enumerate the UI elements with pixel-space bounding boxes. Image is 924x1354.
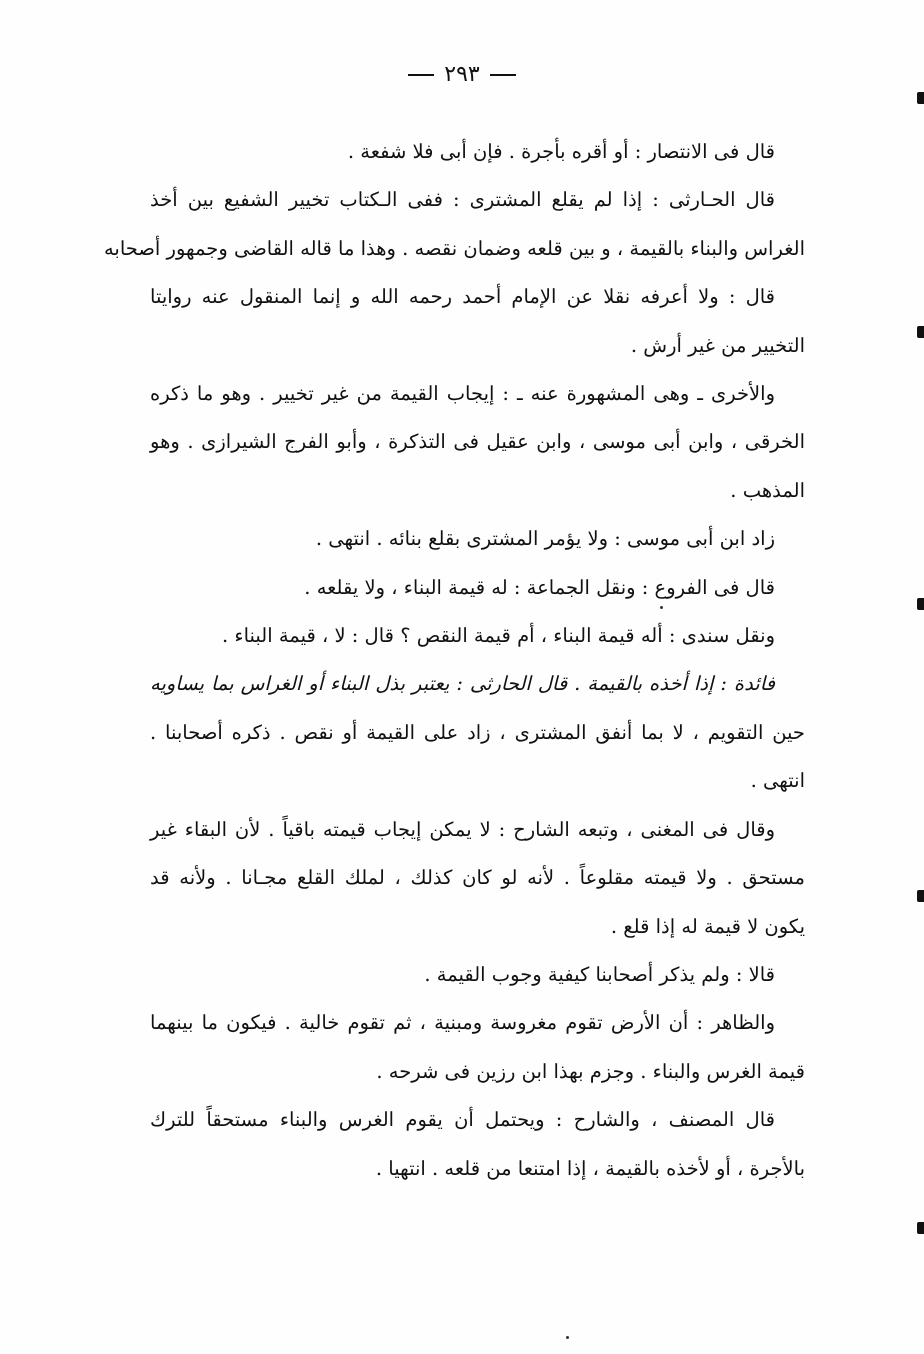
paragraph [150, 806, 805, 951]
paragraph [150, 999, 805, 1096]
paragraph [150, 273, 805, 370]
paragraph [150, 1096, 805, 1193]
page-number-text: ٢٩٣ [444, 62, 480, 87]
text-line: المذهب . [730, 478, 805, 502]
text-line: حين التقويم ، لا بما أنفق المشترى ، زاد على القيمة أو نقص . ذكره أصحابنا . [150, 720, 805, 744]
scan-edge-mark [917, 890, 924, 902]
scan-edge-mark [917, 326, 924, 338]
text-line: قال الحـارثى : إذا لم يقلع المشترى : ففى الـكتاب تخيير الشفيع بين أخذ [150, 188, 775, 212]
scan-speck [566, 1336, 569, 1339]
paragraph [150, 515, 805, 563]
body-text [103, 128, 805, 1193]
scan-edge-mark [917, 1222, 924, 1234]
text-line: بالأجرة ، أو لأخذه بالقيمة ، إذا امتنعا من قلعه . انتهيا . [375, 1156, 805, 1180]
text-line: قال فى الانتصار : أو أقره بأجرة . فإن أبى فلا شفعة . [347, 140, 775, 163]
paragraph [150, 660, 805, 805]
text-line: والظاهر : أن الأرض تقوم مغروسة ومبنية ، ثم تقوم خالية . فيكون ما بينهما [150, 1011, 775, 1035]
text-line: التخيير من غير أرش . [630, 333, 805, 357]
text-line: الخرقى ، وابن أبى موسى ، وابن عقيل فى التذكرة ، وأبو الفرج الشيرازى . وهو [150, 430, 805, 454]
text-line: ونقل سندى : أله قيمة البناء ، أم قيمة النقص ؟ قال : لا ، قيمة البناء . [222, 624, 775, 648]
page-number-dash-right [490, 74, 516, 76]
paragraph [103, 176, 805, 273]
text-line: قال فى الفروع : ونقل الجماعة : له قيمة البناء ، ولا يقلعه . [304, 575, 775, 599]
text-line: قالا : ولم يذكر أصحابنا كيفية وجوب القيمة . [424, 962, 775, 986]
text-line: الغراس والبناء بالقيمة ، و بين قلعه وضمان نقصه . وهذا ما قاله القاضى وجمهور أصحابه [103, 236, 805, 260]
text-line: قال المصنف ، والشارح : ويحتمل أن يقوم الغرس والبناء مستحقاً للترك [150, 1108, 775, 1132]
text-line: قال : ولا أعرفه نقلا عن الإمام أحمد رحمه الله و إنما المنقول عنه روايتا [150, 285, 775, 309]
paragraph [150, 564, 805, 612]
text-line: والأخرى ـ وهى المشهورة عنه ـ : إيجاب القيمة من غير تخيير . وهو ما ذكره [150, 382, 775, 406]
page-number [0, 62, 924, 87]
text-line: انتهى . [750, 769, 805, 793]
scan-edge-mark [917, 598, 924, 610]
paragraph [150, 951, 805, 999]
page-number-dash-left [408, 74, 434, 76]
text-line: زاد ابن أبى موسى : ولا يؤمر المشترى بقلع بنائه . انتهى . [315, 527, 775, 551]
text-line: وقال فى المغنى ، وتبعه الشارح : لا يمكن إيجاب قيمته باقياً . لأن البقاء غير [150, 817, 775, 841]
text-line: مستحق . ولا قيمته مقلوعاً . لأنه لو كان كذلك ، لملك القلع مجـانا . ولأنه قد [150, 866, 805, 890]
scan-edge-mark [917, 92, 924, 104]
text-line: يكون لا قيمة له إذا قلع . [610, 914, 805, 938]
text-line: قيمة الغرس والبناء . وجزم بهذا ابن رزين فى شرحه . [376, 1059, 805, 1083]
paragraph [150, 370, 805, 515]
paragraph [150, 612, 805, 660]
scan-speck [660, 606, 663, 609]
paragraph [150, 128, 805, 176]
text-line: فائدة : إذا أخذه بالقيمة . قال الحارثى : يعتبر بذل البناء أو الغراس بما يساويه [150, 672, 775, 696]
